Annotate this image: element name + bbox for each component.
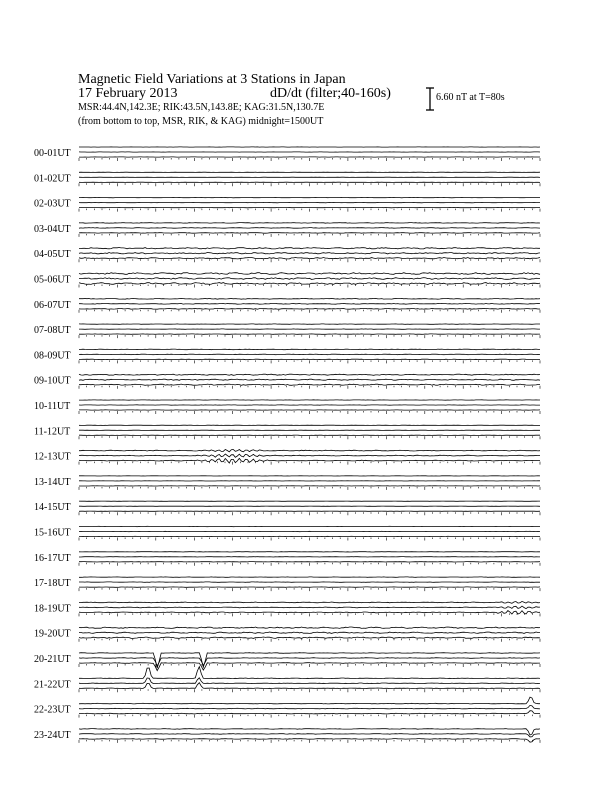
trace-kag: [79, 273, 540, 275]
hour-label: 05-06UT: [34, 274, 71, 286]
trace-msr: [79, 283, 540, 285]
row-01-02ut: [34, 172, 540, 186]
trace-kag: [79, 298, 540, 299]
trace-rik: [79, 632, 540, 633]
row-10-11ut: [34, 400, 540, 414]
trace-kag: [79, 601, 540, 603]
row-21-22ut: [34, 667, 540, 693]
chart-date: 17 February 2013: [78, 86, 178, 101]
trace-kag: [79, 627, 540, 628]
row-09-10ut: [34, 374, 540, 389]
row-05-06ut: [34, 273, 540, 288]
trace-order-note: (from bottom to top, MSR, RIK, & KAG) midnight=1500UT: [78, 116, 324, 127]
row-07-08ut: [34, 324, 540, 338]
trace-rik: [79, 228, 540, 229]
trace-kag: [79, 450, 540, 452]
row-00-01ut: [34, 147, 540, 161]
row-06-07ut: [34, 298, 540, 312]
hour-label: 21-22UT: [34, 679, 71, 691]
row-15-16ut: [34, 526, 540, 540]
trace-msr: [79, 637, 540, 638]
chart-component: dD/dt (filter;40-160s): [270, 86, 391, 101]
hour-label: 07-08UT: [34, 325, 71, 337]
hour-label: 16-17UT: [34, 552, 71, 564]
trace-kag: [79, 697, 540, 704]
chart-title: Magnetic Field Variations at 3 Stations in Japan: [78, 72, 346, 87]
row-13-14ut: [34, 476, 540, 490]
trace-rik: [79, 278, 540, 280]
row-23-24ut: [34, 729, 540, 743]
row-22-23ut: [34, 697, 540, 718]
row-16-17ut: [34, 552, 540, 566]
hour-label: 17-18UT: [34, 578, 71, 590]
trace-rik: [79, 354, 540, 355]
hour-label: 03-04UT: [34, 223, 71, 235]
row-20-21ut: [34, 653, 540, 671]
trace-rik: [79, 303, 540, 304]
row-17-18ut: [34, 577, 540, 591]
trace-rik: [79, 454, 540, 457]
trace-kag: [79, 223, 540, 224]
hour-label: 09-10UT: [34, 375, 71, 387]
row-19-20ut: [34, 627, 540, 642]
trace-msr: [79, 711, 540, 714]
trace-kag: [79, 248, 540, 249]
trace-msr: [79, 258, 540, 259]
station-coordinates: MSR:44.4N,142.3E; RIK:43.5N,143.8E; KAG:31.5N,130.7E: [78, 102, 325, 113]
trace-rik: [79, 734, 540, 737]
trace-msr: [79, 359, 540, 360]
row-02-03ut: [34, 197, 540, 211]
trace-msr: [79, 233, 540, 234]
trace-msr: [79, 384, 540, 385]
hour-label: 14-15UT: [34, 502, 71, 514]
hour-label: 04-05UT: [34, 249, 71, 261]
hour-label: 12-13UT: [34, 451, 71, 463]
hour-label: 02-03UT: [34, 198, 71, 210]
hour-label: 08-09UT: [34, 350, 71, 362]
row-04-05ut: [34, 248, 540, 263]
hour-label: 19-20UT: [34, 628, 71, 640]
trace-rik: [79, 606, 540, 609]
hour-label: 00-01UT: [34, 148, 71, 159]
trace-kag: [79, 667, 540, 679]
hour-label: 01-02UT: [34, 173, 71, 185]
hour-label: 10-11UT: [34, 401, 71, 412]
hour-label: 22-23UT: [34, 704, 71, 716]
trace-kag: [79, 374, 540, 375]
row-11-12ut: [34, 425, 540, 439]
hour-label: 15-16UT: [34, 527, 71, 539]
row-08-09ut: [34, 349, 540, 363]
trace-rik: [79, 379, 540, 380]
hour-label: 20-21UT: [34, 654, 71, 665]
hour-label: 23-24UT: [34, 729, 71, 741]
hour-label: 06-07UT: [34, 299, 71, 311]
row-12-13ut: [34, 450, 540, 465]
scale-bar-label: 6.60 nT at T=80s: [436, 92, 505, 103]
scale-bar: [426, 88, 434, 110]
trace-msr: [79, 308, 540, 309]
hour-label: 13-14UT: [34, 476, 71, 488]
hour-label: 18-19UT: [34, 603, 71, 615]
hour-label: 11-12UT: [34, 426, 71, 438]
trace-kag: [79, 349, 540, 350]
row-14-15ut: [34, 501, 540, 515]
trace-rik: [79, 705, 540, 709]
row-03-04ut: [34, 223, 540, 237]
row-18-19ut: [34, 601, 540, 616]
trace-rik: [79, 253, 540, 254]
